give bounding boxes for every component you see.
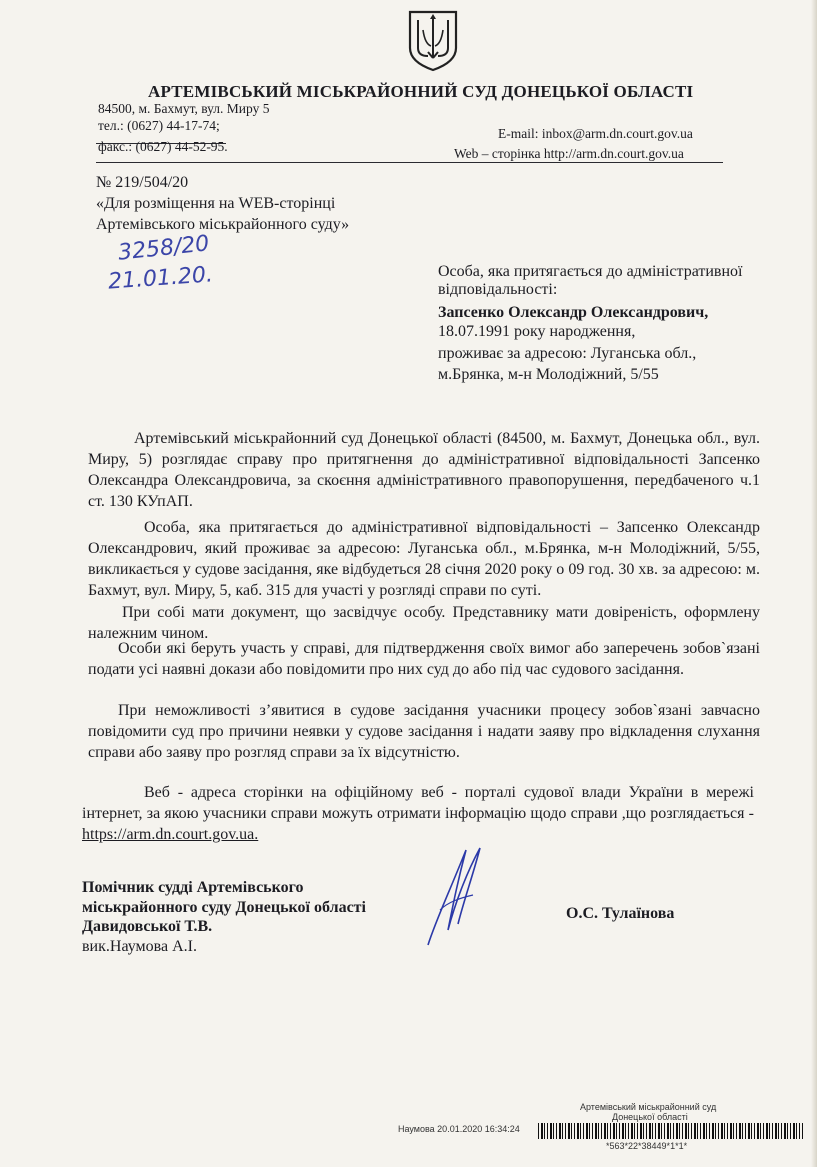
body-paragraph-2: Особа, яка притягається до адміністративної відповідальності – Запсенко Олександр Олександрович, який проживає за адресою: Луганська обл., м.Брянка, м-н Молодіжний, 5/55, викликається у судове засідання, яке відбудеться 28 січня 2020 року о 09 год. 30 хв. за адресою: м. Бахмут, вул. Миру, 5, каб. 315 для участі у розгляді справи по суті.: [88, 519, 760, 599]
ref-line-2: Артемівського міськрайонного суду»: [96, 216, 350, 233]
court-web: Web – сторінка http://arm.dn.court.gov.ua: [454, 146, 684, 161]
handwritten-signature-icon: [418, 840, 488, 950]
addressee-label-1: Особа, яка притягається до адміністративної: [438, 263, 743, 280]
web-address-text: Веб - адреса сторінки на офіційному веб - порталі судової влади України в мережі інтернет, за якою учасники справи можуть отримати інформацію щодо справи ,що розглядається -: [82, 784, 754, 822]
signer-position-2: міськрайонного суду Донецької області: [82, 899, 366, 916]
barcode-code: *563*22*38449*1*1*: [606, 1141, 688, 1151]
handwritten-date: 21.01.20.: [107, 262, 214, 295]
coat-of-arms-trident-icon: [404, 8, 462, 72]
case-number: № 219/504/20: [96, 174, 189, 191]
signer-name: О.С. Тулаїнова: [566, 905, 675, 922]
header-rule: [96, 162, 723, 163]
ref-line-1: «Для розміщення на WEB-сторінці: [96, 195, 336, 212]
court-portal-link[interactable]: https://arm.dn.court.gov.ua.: [82, 826, 259, 843]
body-paragraph-1: Артемівський міськрайонний суд Донецької області (84500, м. Бахмут, Донецька обл., вул. Миру, 5) розглядає справу про притягнення до адміністративної відповідальності Запсенко Олександра Олександровича, за скоєння адміністративного правопорушення, передбаченого ч.1 ст. 130 КУпАП.: [88, 430, 760, 510]
barcode: [538, 1123, 803, 1139]
court-phone: тел.: (0627) 44-17-74;: [98, 118, 220, 133]
court-email: E-mail: inbox@arm.dn.court.gov.ua: [498, 126, 693, 141]
addressee-birth: 18.07.1991 року народження,: [438, 323, 636, 340]
court-name: АРТЕМІВСЬКИЙ МІСЬКРАЙОННИЙ СУД ДОНЕЦЬКОЇ ОБЛАСТІ: [148, 82, 694, 101]
body-paragraph-6: [82, 782, 754, 845]
signer-position-1: Помічник судді Артемівського: [82, 879, 304, 896]
handwritten-number: 3258/20: [116, 231, 211, 266]
body-paragraph-5: При неможливості з’явитися в судове засідання учасники процесу зобов`язані завчасно повідомити суд про причини неявки у судове засідання і надати заяву про відкладення слухання справи або заяву про розгляд справи за їх відсутністю.: [88, 702, 760, 761]
signer-position-3: Давидовської Т.В.: [82, 918, 213, 935]
court-fax: факс.: (0627) 44-52-95.: [98, 139, 228, 154]
addressee-label-2: відповідальності:: [438, 281, 558, 298]
addressee-address-1: проживає за адресою: Луганська обл.,: [438, 345, 697, 362]
addressee-address-2: м.Брянка, м-н Молодіжний, 5/55: [438, 366, 659, 383]
executor: вик.Наумова А.І.: [82, 938, 197, 955]
addressee-name: Запсенко Олександр Олександрович,: [438, 304, 709, 321]
stamp-org-2: Донецької області: [612, 1112, 688, 1122]
page-edge: [811, 0, 817, 1167]
body-paragraph-3: При собі мати документ, що засвідчує особу. Представнику мати довіреність, оформлену належним чином.: [88, 604, 760, 642]
stamp-operator-date: Наумова 20.01.2020 16:34:24: [398, 1124, 520, 1134]
court-address: 84500, м. Бахмут, вул. Миру 5: [98, 101, 270, 116]
stamp-org-1: Артемівський міськрайонний суд: [580, 1102, 717, 1112]
body-paragraph-4: Особи які беруть участь у справі, для підтвердження своїх вимог або заперечень зобов`язані подати усі наявні докази або повідомити про них суд до або під час судового засідання.: [88, 640, 760, 678]
